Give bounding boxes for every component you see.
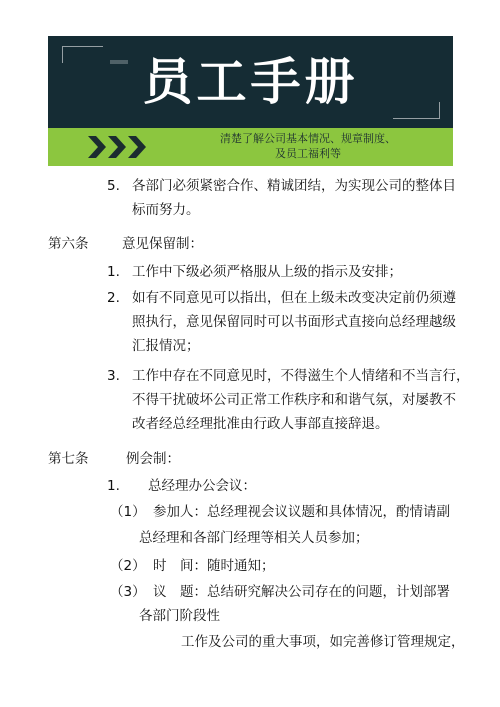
paragraph-line: 时 间：随时通知； xyxy=(153,558,275,574)
banner-subtitle xyxy=(168,131,448,161)
paragraph-line: 改者经总经理批准由行政人事部直接辞退。 xyxy=(132,416,389,432)
paragraph-line: 总经理和各部门经理等相关人员参加； xyxy=(139,530,369,546)
sub-item-number: （3） xyxy=(110,584,146,600)
handbook-banner xyxy=(48,36,453,166)
list-number: 1. xyxy=(107,478,120,494)
chevron-arrows-icon xyxy=(88,134,152,160)
article-title: 意见保留制： xyxy=(122,236,203,252)
sub-item-number: （2） xyxy=(110,558,146,574)
banner-title: 员工手册 xyxy=(142,53,359,111)
list-number: 5. xyxy=(107,178,120,194)
paragraph-line: 不得干扰破坏公司正常工作秩序和和谐气氛，对屡教不 xyxy=(132,392,456,408)
paragraph-line: 工作中存在不同意见时，不得滋生个人情绪和不当言行， xyxy=(132,368,470,384)
banner-title-panel xyxy=(48,36,453,128)
paragraph-line: 如有不同意见可以指出，但在上级未改变决定前仍须遵 xyxy=(132,290,456,306)
list-number: 2. xyxy=(107,290,120,306)
article-title: 例会制： xyxy=(126,451,180,467)
paragraph-line: 议 题：总结研究解决公司存在的问题，计划部署 xyxy=(153,584,450,600)
banner-subtitle-line: 及员工福利等 xyxy=(275,147,341,160)
article-label: 第六条 xyxy=(48,236,89,252)
article-label: 第七条 xyxy=(48,451,89,467)
paragraph-line: 汇报情况； xyxy=(132,338,200,354)
paragraph-line: 各部门阶段性 xyxy=(139,608,220,624)
paragraph-line: 参加人：总经理视会议议题和具体情况，酌情请副 xyxy=(153,504,450,520)
list-item-title: 总经理办公会议： xyxy=(148,478,256,494)
list-number: 3. xyxy=(107,368,120,384)
sub-item-number: （1） xyxy=(110,504,146,520)
banner-subtitle-line: 清楚了解公司基本情况、规章制度、 xyxy=(220,132,396,145)
list-number: 1. xyxy=(107,264,120,280)
paragraph-line: 各部门必须紧密合作、精诚团结，为实现公司的整体目 xyxy=(132,178,456,194)
paragraph-line: 照执行，意见保留同时可以书面形式直接向总经理越级 xyxy=(132,314,456,330)
paragraph-line: 工作中下级必须严格服从上级的指示及安排； xyxy=(132,264,402,280)
banner-subtitle-panel xyxy=(48,128,453,166)
paragraph-line: 工作及公司的重大事项，如完善修订管理规定， xyxy=(181,634,465,650)
paragraph-line: 标而努力。 xyxy=(132,202,200,218)
